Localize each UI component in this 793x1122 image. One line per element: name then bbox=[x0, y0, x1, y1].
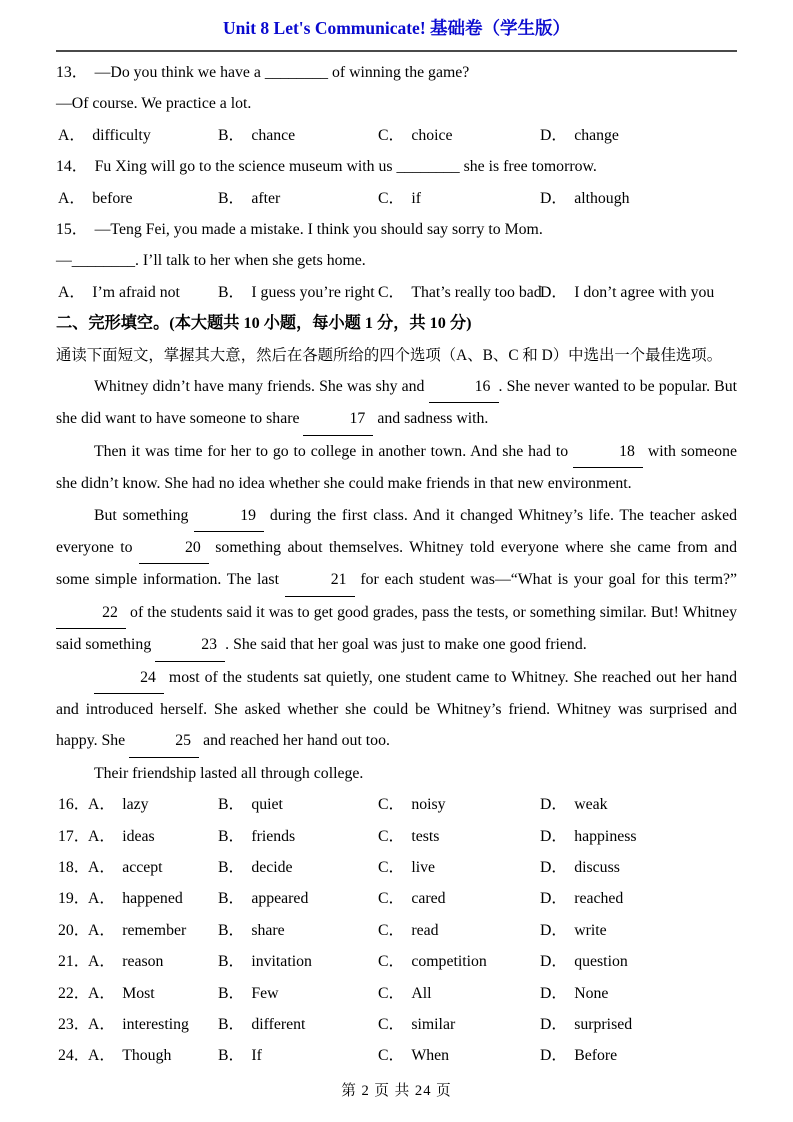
question-options-row bbox=[56, 183, 737, 214]
option-D bbox=[540, 821, 637, 852]
option-text: Few bbox=[251, 984, 279, 1002]
option-text: appeared bbox=[251, 890, 309, 908]
option-text: difficulty bbox=[92, 126, 151, 144]
cloze-options-row bbox=[56, 915, 737, 946]
option-B bbox=[218, 1009, 305, 1040]
option-D bbox=[540, 852, 620, 883]
option-letter: B． bbox=[218, 796, 245, 814]
cloze-blank-16: 16 bbox=[429, 371, 499, 403]
stem-text: Fu Xing will go to the science museum with us ________ she is free tomorrow. bbox=[94, 158, 597, 176]
option-C bbox=[378, 277, 542, 308]
option-text: Though bbox=[122, 1047, 172, 1065]
option-C bbox=[378, 1009, 455, 1040]
option-text: When bbox=[411, 1047, 450, 1065]
cloze-options-row bbox=[56, 821, 737, 852]
option-C bbox=[378, 915, 439, 946]
option-letter: D． bbox=[540, 1047, 568, 1065]
option-row-number: 18． bbox=[58, 859, 90, 877]
stem-text: —Of course. We practice a lot. bbox=[56, 95, 252, 113]
passage-paragraph: 24 most of the students sat quietly, one student came to Whitney. She reached out her hand and introduced herself. She asked whether she could be Whitney’s friend. Whitney was surprised and happy. She 25 and reached her hand out too. bbox=[56, 662, 737, 758]
cloze-blank-18: 18 bbox=[573, 436, 643, 468]
option-letter: B． bbox=[218, 827, 245, 845]
stem-text: —Do you think we have a ________ of winning the game? bbox=[94, 64, 470, 81]
cloze-instruction: 通读下面短文，掌握其大意，然后在各题所给的四个选项（A、B、C 和 D）中选出一个最佳选项。 bbox=[56, 346, 723, 364]
option-text: ideas bbox=[122, 827, 155, 845]
option-text: All bbox=[411, 984, 432, 1002]
option-A bbox=[58, 120, 151, 151]
option-letter: C． bbox=[378, 827, 405, 845]
cloze-options-row bbox=[56, 946, 737, 977]
option-D bbox=[540, 120, 619, 151]
option-text: That’s really too bad bbox=[411, 283, 542, 301]
option-C bbox=[378, 1040, 449, 1071]
option-A bbox=[88, 915, 186, 946]
option-D bbox=[540, 183, 630, 214]
option-row-number: 20． bbox=[58, 921, 90, 939]
cloze-blank-25: 25 bbox=[129, 725, 199, 757]
option-B bbox=[218, 1040, 262, 1071]
option-text: tests bbox=[411, 827, 440, 845]
header-divider bbox=[56, 50, 737, 52]
option-text: change bbox=[574, 126, 619, 144]
option-letter: D． bbox=[540, 1016, 568, 1034]
option-letter: A． bbox=[88, 859, 116, 877]
cloze-blank-20: 20 bbox=[139, 532, 209, 564]
option-text: discuss bbox=[574, 859, 620, 877]
option-row-number: 23． bbox=[58, 1016, 90, 1034]
passage-paragraph: But something 19 during the first class. And it changed Whitney’s life. The teacher asked everyone to 20 something about themselves. Whitney told everyone where she came from and some simple information. The last 21 for each student was—“What is your goal for this term?” 22 of the students said it was to get good grades, pass the tests, or something similar. But! Whitney said something 23 . She said that her goal was just to make one good friend. bbox=[56, 500, 737, 662]
option-C bbox=[378, 120, 453, 151]
option-A bbox=[88, 821, 155, 852]
option-B bbox=[218, 120, 295, 151]
option-text: invitation bbox=[251, 953, 312, 971]
option-text: remember bbox=[122, 921, 187, 939]
question-number: 13． bbox=[56, 64, 88, 81]
option-text: chance bbox=[251, 126, 296, 144]
option-C bbox=[378, 183, 421, 214]
option-letter: D． bbox=[540, 984, 568, 1002]
option-letter: D． bbox=[540, 827, 568, 845]
option-A bbox=[58, 277, 180, 308]
question-options-row bbox=[56, 120, 737, 151]
option-letter: C． bbox=[378, 890, 405, 908]
option-row-number: 22． bbox=[58, 984, 90, 1002]
option-D bbox=[540, 277, 714, 308]
option-letter: B． bbox=[218, 890, 245, 908]
option-letter: D． bbox=[540, 859, 568, 877]
option-text: None bbox=[574, 984, 609, 1002]
question-stem-continuation bbox=[56, 88, 737, 119]
option-letter: A． bbox=[58, 189, 86, 207]
option-text: write bbox=[574, 921, 607, 939]
option-letter: C． bbox=[378, 126, 405, 144]
option-B bbox=[218, 789, 283, 820]
option-text: weak bbox=[574, 796, 608, 814]
option-text: if bbox=[411, 189, 421, 207]
page-number-footer: 第 2 页 共 24 页 bbox=[341, 1083, 452, 1099]
option-text: although bbox=[574, 189, 630, 207]
option-A bbox=[88, 883, 183, 914]
cloze-options-row bbox=[56, 978, 737, 1009]
question-number: 15． bbox=[56, 221, 88, 238]
option-letter: A． bbox=[88, 1047, 116, 1065]
option-letter: A． bbox=[88, 796, 116, 814]
option-text: share bbox=[251, 921, 285, 939]
option-text: Before bbox=[574, 1047, 618, 1065]
option-letter: C． bbox=[378, 921, 405, 939]
option-text: If bbox=[251, 1047, 262, 1065]
option-letter: A． bbox=[88, 890, 116, 908]
option-B bbox=[218, 852, 293, 883]
option-A bbox=[88, 1009, 189, 1040]
option-D bbox=[540, 1009, 632, 1040]
option-letter: B． bbox=[218, 189, 245, 207]
option-letter: C． bbox=[378, 984, 405, 1002]
stem-text: —Teng Fei, you made a mistake. I think you should say sorry to Mom. bbox=[94, 221, 543, 238]
cloze-blank-17: 17 bbox=[303, 403, 373, 435]
option-letter: D． bbox=[540, 921, 568, 939]
question-stem-continuation bbox=[56, 245, 737, 276]
cloze-blank-21: 21 bbox=[285, 564, 355, 596]
option-letter: B． bbox=[218, 1047, 245, 1065]
option-text: interesting bbox=[122, 1016, 189, 1034]
option-C bbox=[378, 852, 435, 883]
option-text: surprised bbox=[574, 1016, 633, 1034]
option-text: similar bbox=[411, 1016, 456, 1034]
option-D bbox=[540, 789, 608, 820]
option-letter: A． bbox=[88, 1016, 116, 1034]
option-text: noisy bbox=[411, 796, 446, 814]
option-text: live bbox=[411, 859, 436, 877]
option-letter: D． bbox=[540, 189, 568, 207]
cloze-options-row bbox=[56, 1040, 737, 1071]
option-row-number: 17． bbox=[58, 827, 90, 845]
option-text: after bbox=[251, 189, 281, 207]
option-row-number: 21． bbox=[58, 953, 90, 971]
option-text: Most bbox=[122, 984, 155, 1002]
option-letter: A． bbox=[58, 126, 86, 144]
option-A bbox=[88, 852, 163, 883]
cloze-options-row bbox=[56, 852, 737, 883]
option-letter: C． bbox=[378, 1047, 405, 1065]
option-A bbox=[88, 1040, 171, 1071]
option-D bbox=[540, 946, 628, 977]
option-text: choice bbox=[411, 126, 453, 144]
option-text: different bbox=[251, 1016, 306, 1034]
option-C bbox=[378, 821, 439, 852]
option-letter: B． bbox=[218, 859, 245, 877]
option-D bbox=[540, 1040, 617, 1071]
option-B bbox=[218, 821, 295, 852]
option-text: cared bbox=[411, 890, 446, 908]
option-text: read bbox=[411, 921, 439, 939]
cloze-section-heading: 二、完形填空。(本大题共 10 小题，每小题 1 分，共 10 分) bbox=[56, 314, 472, 333]
option-C bbox=[378, 789, 446, 820]
option-B bbox=[218, 277, 375, 308]
option-letter: A． bbox=[88, 984, 116, 1002]
option-text: accept bbox=[122, 859, 163, 877]
option-B bbox=[218, 915, 285, 946]
question-stem bbox=[56, 151, 737, 182]
option-letter: B． bbox=[218, 126, 245, 144]
option-C bbox=[378, 883, 446, 914]
option-letter: B． bbox=[218, 1016, 245, 1034]
cloze-passage bbox=[56, 371, 737, 789]
option-text: decide bbox=[251, 859, 293, 877]
option-text: I’m afraid not bbox=[92, 283, 180, 301]
option-A bbox=[88, 946, 163, 977]
cloze-option-rows bbox=[56, 789, 737, 1072]
option-letter: B． bbox=[218, 953, 245, 971]
option-D bbox=[540, 978, 608, 1009]
option-text: quiet bbox=[251, 796, 283, 814]
option-text: before bbox=[92, 189, 133, 207]
option-letter: D． bbox=[540, 126, 568, 144]
question-options-row bbox=[56, 277, 737, 308]
option-text: happened bbox=[122, 890, 183, 908]
stem-text: —________. I’ll talk to her when she gets home. bbox=[56, 252, 366, 270]
option-B bbox=[218, 183, 280, 214]
question-number: 14． bbox=[56, 158, 88, 176]
option-letter: D． bbox=[540, 953, 568, 971]
option-letter: A． bbox=[88, 921, 116, 939]
cloze-blank-19: 19 bbox=[194, 500, 264, 532]
option-A bbox=[88, 978, 155, 1009]
single-choice-questions bbox=[56, 57, 737, 308]
passage-paragraph: Whitney didn’t have many friends. She was shy and 16 . She never wanted to be popular. But she did want to have someone to share 17 and sadness with. bbox=[56, 371, 737, 436]
passage-paragraph: Then it was time for her to go to college in another town. And she had to 18 with someone she didn’t know. She had no idea whether she could make friends in that new environment. bbox=[56, 436, 737, 500]
option-text: I don’t agree with you bbox=[574, 283, 715, 301]
option-row-number: 16． bbox=[58, 796, 90, 814]
option-row-number: 24． bbox=[58, 1047, 90, 1065]
option-letter: D． bbox=[540, 283, 568, 301]
option-text: reason bbox=[122, 953, 164, 971]
option-letter: C． bbox=[378, 796, 405, 814]
cloze-blank-24: 24 bbox=[94, 662, 164, 694]
option-letter: C． bbox=[378, 953, 405, 971]
option-text: I guess you’re right bbox=[251, 283, 375, 301]
question-stem bbox=[56, 214, 737, 245]
cloze-blank-23: 23 bbox=[155, 629, 225, 661]
option-letter: A． bbox=[58, 283, 86, 301]
option-B bbox=[218, 978, 279, 1009]
page-title: Unit 8 Let's Communicate! 基础卷（学生版） bbox=[222, 18, 571, 38]
option-D bbox=[540, 915, 607, 946]
option-letter: C． bbox=[378, 189, 405, 207]
option-letter: C． bbox=[378, 283, 405, 301]
option-text: happiness bbox=[574, 827, 637, 845]
option-text: question bbox=[574, 953, 628, 971]
cloze-blank-22: 22 bbox=[56, 597, 126, 629]
option-letter: A． bbox=[88, 827, 116, 845]
option-A bbox=[58, 183, 133, 214]
option-text: lazy bbox=[122, 796, 149, 814]
option-text: reached bbox=[574, 890, 624, 908]
option-letter: B． bbox=[218, 283, 245, 301]
option-C bbox=[378, 946, 487, 977]
option-row-number: 19． bbox=[58, 890, 90, 908]
option-B bbox=[218, 946, 312, 977]
option-letter: B． bbox=[218, 921, 245, 939]
cloze-options-row bbox=[56, 1009, 737, 1040]
option-letter: C． bbox=[378, 1016, 405, 1034]
option-letter: D． bbox=[540, 890, 568, 908]
question-stem bbox=[56, 57, 737, 88]
passage-paragraph: Their friendship lasted all through college. bbox=[94, 764, 364, 782]
option-letter: A． bbox=[88, 953, 116, 971]
option-A bbox=[88, 789, 149, 820]
option-letter: D． bbox=[540, 796, 568, 814]
option-letter: B． bbox=[218, 984, 245, 1002]
option-D bbox=[540, 883, 623, 914]
option-text: competition bbox=[411, 953, 487, 971]
option-text: friends bbox=[251, 827, 296, 845]
option-C bbox=[378, 978, 432, 1009]
option-letter: C． bbox=[378, 859, 405, 877]
cloze-options-row bbox=[56, 789, 737, 820]
option-B bbox=[218, 883, 308, 914]
cloze-options-row bbox=[56, 883, 737, 914]
